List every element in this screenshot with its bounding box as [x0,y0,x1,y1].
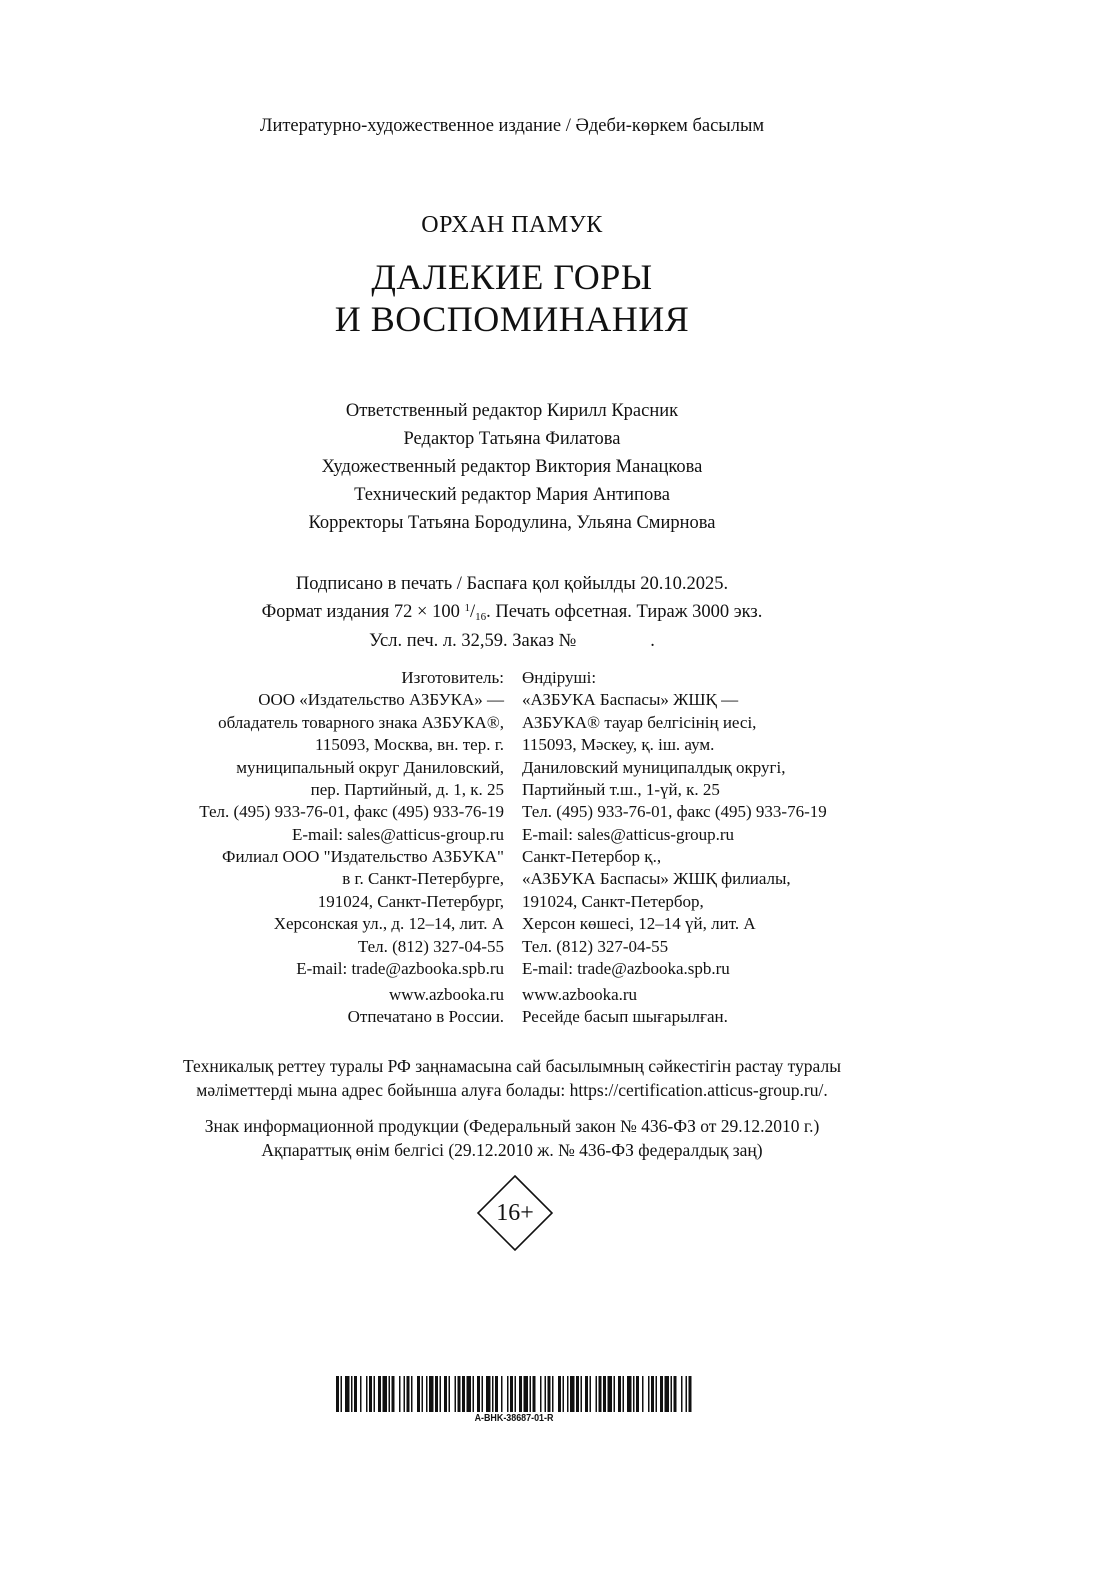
barcode-bar [545,1376,547,1412]
barcode-bar [351,1376,353,1412]
barcode-bar [633,1376,635,1412]
barcode-bar [614,1376,616,1412]
branch-ru-line: Херсонская ул., д. 12–14, лит. А [273,914,504,934]
manufacturer-kz-line: Партийный т.ш., 1-үй, к. 25 [522,780,720,800]
barcode-bar [636,1376,639,1412]
barcode-bar [345,1376,350,1412]
barcode-bar [482,1376,484,1412]
manufacturer-ru-line: 115093, Москва, вн. тер. г. [314,735,504,755]
barcode-bar [429,1376,434,1412]
barcode-bar [462,1376,465,1412]
editorial-credits [0,397,1024,537]
manufacturer-ru-line: Изготовитель: [401,668,504,687]
format-suffix: . Печать офсетная. Тираж 3000 экз. [486,602,763,622]
credit-line: Редактор Татьяна Филатова [403,429,621,449]
barcode-bar [389,1376,391,1412]
barcode-bar [608,1376,613,1412]
branch-kz-line: Санкт-Петербор қ., [522,847,662,866]
barcode-bar [360,1376,362,1412]
barcode-bar [477,1376,480,1412]
signed-date: Подписано в печать / Баспаға қол қойылды 20.10.2025. [295,574,729,594]
order-end: . [650,631,655,651]
barcode-bar [495,1376,498,1412]
printed-in-ru: Отпечатано в России. [347,1007,504,1027]
barcode-bar [552,1376,554,1412]
barcode-bar [417,1376,420,1412]
barcode-bar [422,1376,424,1412]
barcode-bar [660,1376,663,1412]
barcode-bar [404,1376,406,1412]
barcode-bar [467,1376,472,1412]
barcode-bar [411,1376,413,1412]
manufacturer-kz-line: Даниловский муниципалдық округі, [522,757,786,777]
branch-ru-email: E-mail: trade@azbooka.spb.ru [296,959,504,979]
barcode-bar [341,1376,343,1412]
barcode-bar [665,1376,670,1412]
branch-kz-email: E-mail: trade@azbooka.spb.ru [522,959,730,979]
barcode-bar [366,1376,368,1412]
barcode-bar [570,1376,575,1412]
book-title-line: И ВОСПОМИНАНИЯ [334,299,690,339]
book-title [0,256,1024,340]
manufacturer-ru [199,667,504,846]
barcode-bar [458,1376,461,1412]
barcode-bar [440,1376,442,1412]
age-rating-badge [477,1175,553,1251]
manufacturer-ru-line: Тел. (495) 933-76-01, факс (495) 933-76-19 [199,802,504,822]
info-product-sign [0,1114,1024,1162]
branch-kz-line: 191024, Санкт-Петербор, [522,891,704,911]
manufacturer-ru-line: пер. Партийный, д. 1, к. 25 [310,780,504,800]
format-line [0,596,1024,629]
barcode-bar [507,1376,509,1412]
barcode-bar [548,1376,551,1412]
barcode-bar [374,1376,376,1412]
barcode-bar [540,1376,542,1412]
barcode-bar [524,1376,529,1412]
barcode-bar [501,1376,503,1412]
barcode-bar [354,1376,357,1412]
manufacturer-kz-line: Өндіруші: [522,668,597,687]
manufacturer-kz-line: «АЗБУКА Баспасы» ЖШҚ — [522,690,739,710]
credit-line: Технический редактор Мария Антипова [354,485,670,505]
barcode-bar [407,1376,410,1412]
barcode-bar [681,1376,683,1412]
barcode-bar [455,1376,457,1412]
barcode-bar [656,1376,658,1412]
barcode-bar [510,1376,513,1412]
barcode-bar [444,1376,447,1412]
manufacturer-kz-email: E-mail: sales@atticus-group.ru [522,824,735,844]
certification-line: Техникалық реттеу туралы РФ заңнамасына сай басылымның сәйкестігін растау туралы [183,1056,841,1076]
printing-details [0,572,1024,653]
barcode-bar [581,1376,583,1412]
barcode-bar [671,1376,673,1412]
barcode-bar [558,1376,561,1412]
certification-line: мәліметтерді мына адрес бойынша алуға болады: https://certification.atticus-group.ru/. [196,1080,828,1100]
website-kz: www.azbooka.ru [522,985,638,1004]
barcode-bar [651,1376,654,1412]
barcode-bar [473,1376,475,1412]
barcode-bar [596,1376,598,1412]
manufacturer-kz-line: 115093, Мәскеу, қ. іш. аум. [522,735,715,755]
branch-kz-line: Тел. (812) 327-04-55 [522,936,669,956]
certification-note [0,1054,1024,1102]
barcode-bar [674,1376,677,1412]
manufacturer-kz-line: Тел. (495) 933-76-01, факс (495) 933-76-19 [522,802,827,822]
printed-in-kz: Ресейде басып шығарылған. [522,1007,728,1027]
credit-line: Художественный редактор Виктория Манацкова [321,457,703,477]
sheets-order: Усл. печ. л. 32,59. Заказ № [369,631,577,651]
branch-kz [522,846,791,980]
format-numerator: 1 [464,602,470,614]
info-sign-line: Знак информационной продукции (Федеральный закон № 436-ФЗ от 29.12.2010 г.) [204,1116,820,1136]
barcode-bar [533,1376,536,1412]
manufacturer-ru-email: E-mail: sales@atticus-group.ru [291,824,504,844]
format-fraction: $^1/_{16}$ [464,602,487,623]
barcode-bar [599,1376,602,1412]
manufacturer-ru-line: обладатель товарного знака АЗБУКА®, [218,712,504,732]
branch-kz-line: «АЗБУКА Баспасы» ЖШҚ филиалы, [522,869,791,889]
barcode-bar [576,1376,579,1412]
credit-line: Ответственный редактор Кирилл Красник [345,401,679,421]
series-line: Литературно-художественное издание / Әдеби-көркем басылым [259,116,765,136]
manufacturer-ru-line: муниципальный округ Даниловский, [236,757,504,777]
barcode-bar [515,1376,517,1412]
barcode-bar [426,1376,428,1412]
barcode-bar [435,1376,438,1412]
branch-ru-line: 191024, Санкт-Петербург, [317,891,504,911]
barcode-bar [623,1376,625,1412]
author-name: ОРХАН ПАМУК [421,212,603,238]
barcode-bar [378,1376,381,1412]
manufacturer-kz [522,667,827,846]
branch-ru-line: Филиал ООО "Издательство АЗБУКА" [222,847,504,866]
branch-ru-line: Тел. (812) 327-04-55 [357,936,504,956]
barcode-bar [642,1376,644,1412]
branch-ru [222,846,504,980]
barcode-bar [492,1376,494,1412]
book-title-line: ДАЛЕКИЕ ГОРЫ [371,257,653,297]
barcode-bar [603,1376,606,1412]
barcode-bar [399,1376,401,1412]
barcode-bar [449,1376,451,1412]
format-denominator: 16 [475,611,487,623]
manufacturer-kz-line: АЗБУКА® тауар белгісінің иесі, [522,712,757,732]
footer-kz [522,984,728,1029]
website-ru: www.azbooka.ru [388,985,504,1004]
barcode-bar [369,1376,372,1412]
barcode-bar [530,1376,532,1412]
barcode-bar [686,1376,688,1412]
barcode-bar [392,1376,395,1412]
barcode-bar [567,1376,569,1412]
branch-kz-line: Херсон көшесі, 12–14 үй, лит. А [522,914,756,934]
barcode-bar [519,1376,522,1412]
barcode-bar [689,1376,692,1412]
footer-ru [348,984,504,1029]
barcode-text: A-BHK-38687-01-R [474,1412,554,1424]
manufacturer-ru-line: ООО «Издательство АЗБУКА» — [258,690,504,710]
barcode-bar [486,1376,491,1412]
credit-line: Корректоры Татьяна Бородулина, Ульяна Смирнова [308,513,716,533]
barcode-bar [336,1376,339,1412]
barcode-bar [590,1376,592,1412]
format-prefix: Формат издания 72 × 100 [261,602,460,622]
barcode-bar [585,1376,588,1412]
order-line [0,629,1024,653]
barcode-bar [383,1376,388,1412]
barcode-icon [336,1376,692,1412]
age-rating-text: 16+ [496,1200,534,1226]
barcode-bar [648,1376,650,1412]
barcode-bar [563,1376,565,1412]
barcode-bar [618,1376,621,1412]
branch-ru-line: в г. Санкт-Петербурге, [342,869,504,889]
info-sign-line: Ақпараттық өнім белгісі (29.12.2010 ж. № 436-ФЗ федералдық заң) [261,1140,763,1160]
barcode-bar [627,1376,632,1412]
